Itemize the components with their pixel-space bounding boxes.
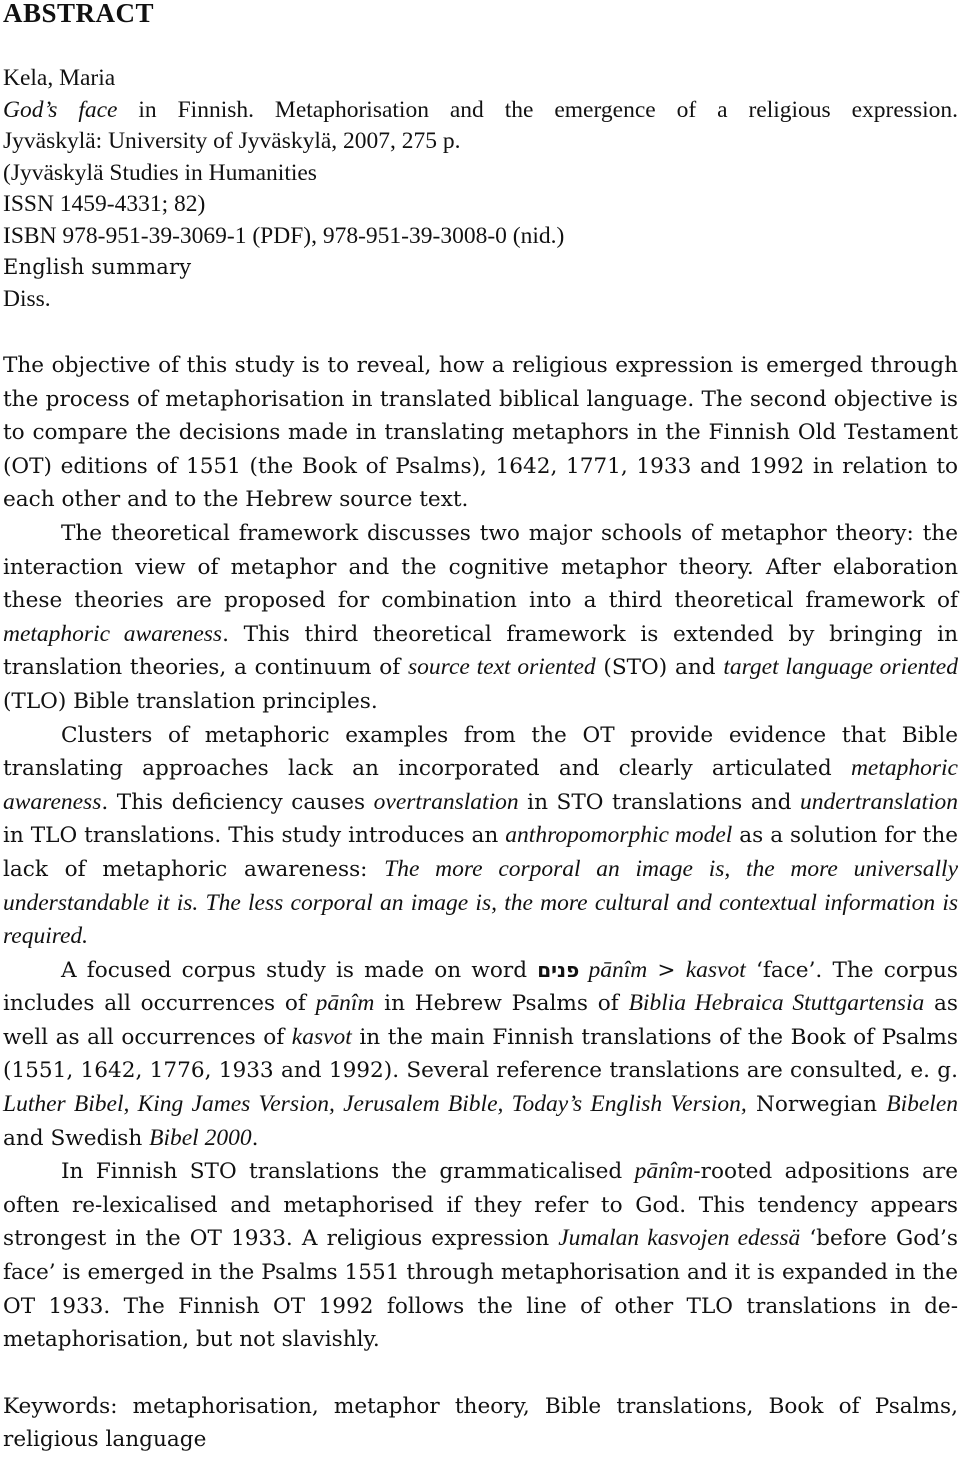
- page-heading: ABSTRACT: [3, 0, 155, 28]
- keywords: Keywords: metaphorisation, metaphor theory, Bible translations, Book of Psalms, religious language: [3, 1393, 958, 1453]
- title-italic: God’s face: [3, 96, 118, 123]
- italic-term: kasvot: [685, 956, 746, 983]
- text: ‘before God’s face’ is emerged in the Psalms 1551 through metaphorisation and it is expanded in the OT 1933. The Finnish OT 1992 follows the line of other TLO translations in de-metaphorisation, but not slavishly.: [3, 1226, 958, 1353]
- italic-term: Bibelen: [886, 1091, 959, 1118]
- bibliographic-info: [3, 63, 958, 315]
- text: in Hebrew Psalms of: [374, 991, 629, 1017]
- italic-term: target language oriented: [723, 654, 958, 681]
- text: (TLO) Bible translation principles.: [3, 688, 378, 714]
- italic-term: undertranslation: [800, 788, 959, 815]
- abstract-body: [3, 349, 958, 1357]
- italic-term: anthropomorphic model: [505, 822, 733, 849]
- text: ‘face’. The corpus includes all occurrences of: [3, 957, 959, 1017]
- work-title: [3, 95, 958, 127]
- issn: ISSN 1459-4331; 82): [3, 191, 206, 217]
- paragraph-4: [3, 954, 958, 1156]
- text: and Swedish: [3, 1125, 150, 1151]
- text: as well as all occurrences of: [3, 991, 958, 1050]
- text: in STO translations and: [518, 789, 801, 815]
- text: >: [647, 957, 686, 983]
- italic-term: kasvot: [291, 1023, 352, 1050]
- italic-quote: The more corporal an image is, the more universally understandable it is. The less corporal an image is, the more cultural and contextual information is required.: [3, 855, 958, 950]
- italic-term: pānîm: [579, 956, 648, 983]
- text: .: [251, 1125, 259, 1151]
- dissertation-note: Diss.: [3, 285, 51, 312]
- text: (STO) and: [595, 655, 724, 681]
- italic-term: Biblia Hebraica Stuttgartensia: [628, 990, 925, 1017]
- text: in TLO translations. This study introduces an: [3, 823, 506, 849]
- series: (Jyväskylä Studies in Humanities: [3, 159, 317, 186]
- italic-term: pānîm: [315, 990, 375, 1017]
- text: -rooted adpositions are often re-lexicalised and metaphorised if they refer to God. This tendency appears strongest in the OT 1933. A religious expression: [3, 1159, 959, 1252]
- text: Clusters of metaphoric examples from the OT provide evidence that Bible translating approaches lack an incorporated and clearly articulated: [3, 722, 958, 782]
- text: The theoretical framework discusses two major schools of metaphor theory: the interaction view of metaphor and the cognitive metaphor theory. After elaboration these theories are proposed for combination into a third theoretical framework of: [3, 520, 958, 614]
- text: . This deficiency causes: [101, 789, 374, 815]
- italic-term: pānîm: [634, 1158, 694, 1185]
- paragraph-5: [3, 1155, 958, 1357]
- text: in the main Finnish translations of the Book of Psalms (1551, 1642, 1776, 1933 and 1992). Several reference translations are consulted, e. g.: [3, 1024, 958, 1084]
- title-rest: in Finnish. Metaphorisation and the emergence of a religious expression.: [117, 96, 958, 123]
- italic-term: source text oriented: [408, 654, 596, 681]
- publisher: Jyväskylä: University of Jyväskylä, 2007, 275 p.: [3, 128, 461, 154]
- italic-term: metaphoric awareness: [3, 755, 958, 815]
- text: . This third theoretical framework is extended by bringing in translation theories, a continuum of: [3, 621, 958, 681]
- italic-term: Bibel 2000: [149, 1124, 252, 1151]
- summary-language: English summary: [3, 255, 192, 279]
- isbn: ISBN 978-951-39-3069-1 (PDF), 978-951-39-3008-0 (nid.): [3, 222, 565, 249]
- text: A focused corpus study is made on word: [61, 957, 538, 983]
- author: Kela, Maria: [3, 65, 116, 91]
- italic-term: metaphoric awareness: [3, 620, 223, 647]
- paragraph-3: [3, 719, 958, 954]
- italic-term: overtranslation: [373, 788, 519, 815]
- paragraph-2: [3, 517, 958, 719]
- text: as a solution for the lack of metaphoric awareness:: [3, 823, 959, 882]
- italic-term: Jumalan kasvojen edessä: [558, 1225, 801, 1252]
- text: In Finnish STO translations the grammaticalised: [61, 1159, 635, 1185]
- paragraph-1: The objective of this study is to reveal, how a religious expression is emerged through the process of metaphorisation in translated biblical language. The second objective is to compare the decisions made in translating metaphors in the Finnish Old Testament (OT) editions of 1551 (the Book of Psalms), 1642, 1771, 1933 and 1992 in relation to each other and to the Hebrew source text.: [3, 353, 958, 513]
- italic-term: Luther Bibel, King James Version, Jerusalem Bible, Today’s English Version,: [3, 1091, 747, 1118]
- text: Norwegian: [746, 1092, 887, 1118]
- hebrew-word: פנים: [537, 957, 580, 982]
